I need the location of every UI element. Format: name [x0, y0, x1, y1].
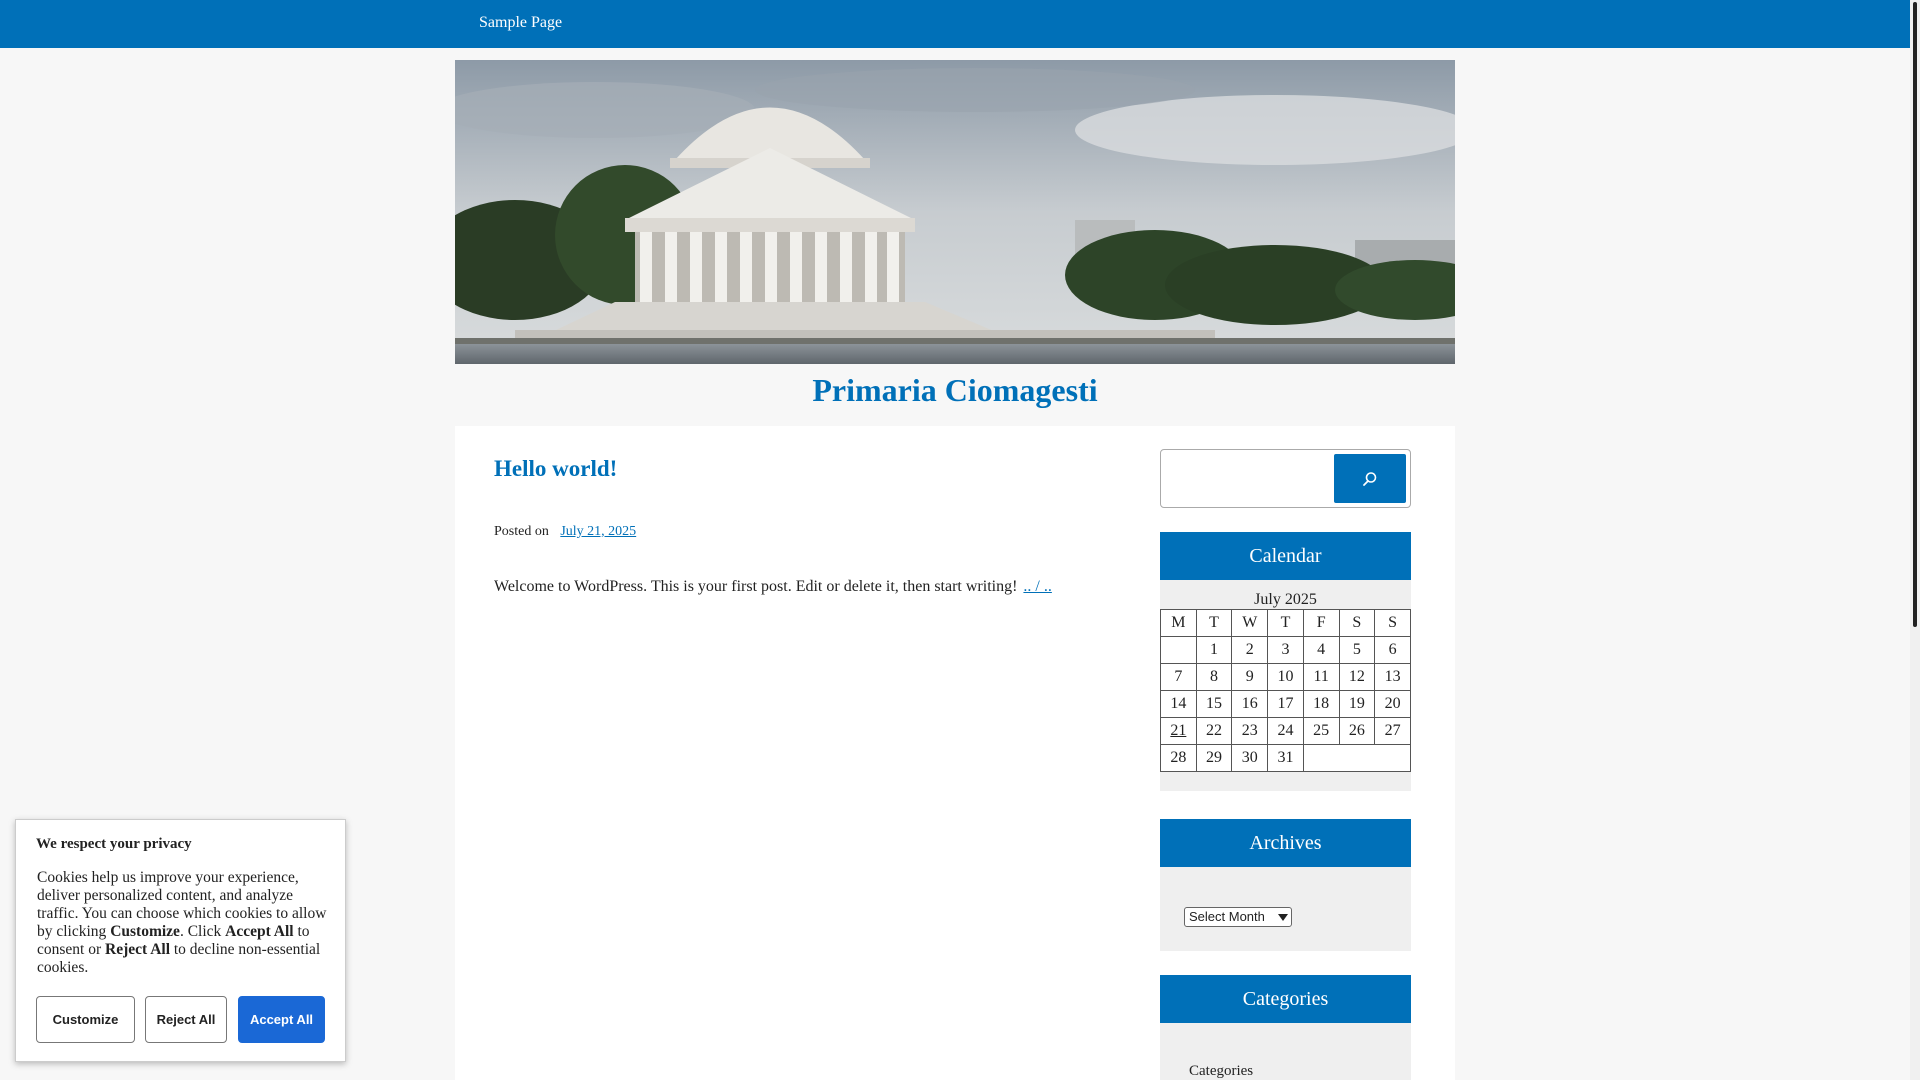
calendar-week-row — [1161, 664, 1411, 691]
calendar-weekday-row — [1161, 610, 1411, 637]
post-date-link[interactable]: July 21, 2025 — [560, 524, 637, 539]
calendar-week-row — [1161, 637, 1411, 664]
cookie-text — [37, 869, 333, 977]
calendar-day: 6 — [1375, 637, 1411, 664]
calendar-widget — [1160, 532, 1411, 791]
cookie-text-part: to consent or — [37, 923, 310, 958]
calendar-day: 5 — [1339, 637, 1375, 664]
calendar-day: 24 — [1268, 718, 1304, 745]
weekday-header: T — [1196, 610, 1232, 637]
calendar-day: 7 — [1161, 664, 1197, 691]
calendar-day: 4 — [1303, 637, 1339, 664]
calendar-widget-title: Calendar — [1160, 532, 1411, 580]
cookie-text-bold: Accept All — [225, 923, 294, 940]
search-button[interactable] — [1334, 454, 1406, 503]
archives-widget — [1160, 819, 1411, 951]
cookie-heading: We respect your privacy — [36, 836, 192, 852]
calendar-day: 17 — [1268, 691, 1304, 718]
calendar-day: 15 — [1196, 691, 1232, 718]
calendar-day: 18 — [1303, 691, 1339, 718]
weekday-header: S — [1339, 610, 1375, 637]
calendar-caption: July 2025 — [1254, 591, 1317, 608]
calendar-day: 27 — [1375, 718, 1411, 745]
calendar-day: 19 — [1339, 691, 1375, 718]
cookie-text-part: . Click — [179, 923, 226, 940]
search-icon — [1362, 471, 1378, 487]
post-excerpt-text: Welcome to WordPress. This is your first post. Edit or delete it, then start writing! — [494, 578, 1018, 595]
scrollbar-thumb[interactable] — [1913, 2, 1917, 627]
calendar-day: 25 — [1303, 718, 1339, 745]
calendar-day-link[interactable]: 21 — [1161, 718, 1197, 745]
page-scrollbar[interactable] — [1910, 0, 1920, 1080]
weekday-header: W — [1232, 610, 1268, 637]
posted-on-label: Posted on — [494, 524, 549, 539]
calendar-week-row — [1161, 745, 1411, 772]
calendar-day: 31 — [1268, 745, 1304, 772]
weekday-header: T — [1268, 610, 1304, 637]
post-meta — [494, 524, 636, 540]
calendar-day: 10 — [1268, 664, 1304, 691]
cookie-text-bold: Reject All — [105, 941, 170, 958]
categories-widget — [1160, 975, 1411, 1080]
archives-month-select[interactable] — [1184, 907, 1292, 927]
calendar-day: 12 — [1339, 664, 1375, 691]
calendar-week-row — [1161, 691, 1411, 718]
top-nav-bar — [0, 0, 1910, 48]
reject-all-button[interactable]: Reject All — [145, 996, 227, 1043]
calendar-day: 9 — [1232, 664, 1268, 691]
weekday-header: F — [1303, 610, 1339, 637]
calendar-day: 1 — [1196, 637, 1232, 664]
weekday-header: S — [1375, 610, 1411, 637]
cookie-text-part: to decline non-essential cookies. — [37, 941, 321, 976]
cookie-text-bold: Customize — [110, 923, 180, 940]
monument-photo — [455, 60, 1455, 364]
calendar-day: 8 — [1196, 664, 1232, 691]
read-more-link[interactable]: .. / .. — [1023, 578, 1052, 595]
calendar-day: 29 — [1196, 745, 1232, 772]
calendar-day: 16 — [1232, 691, 1268, 718]
header-image — [455, 60, 1455, 364]
calendar-day: 11 — [1303, 664, 1339, 691]
nav-item-sample-page[interactable]: Sample Page — [479, 14, 563, 31]
customize-button[interactable]: Customize — [36, 996, 135, 1043]
calendar-day: 28 — [1161, 745, 1197, 772]
weekday-header: M — [1161, 610, 1197, 637]
calendar-day: 3 — [1268, 637, 1304, 664]
categories-widget-title: Categories — [1160, 975, 1411, 1023]
calendar-day: 2 — [1232, 637, 1268, 664]
calendar-day — [1161, 637, 1197, 664]
chevron-down-icon — [1278, 914, 1288, 921]
calendar-day: 14 — [1161, 691, 1197, 718]
site-title[interactable]: Primaria Ciomagesti — [812, 372, 1098, 408]
post-excerpt — [494, 578, 1052, 596]
search-form — [1160, 449, 1411, 508]
cookie-text-part: Cookies help us improve your experience, deliver personalized content, and analyze traffic. You can choose which cookies to allow by clicking — [37, 869, 327, 940]
calendar-table — [1160, 609, 1411, 772]
calendar-day-empty — [1303, 745, 1410, 772]
accept-all-button[interactable]: Accept All — [238, 996, 325, 1043]
calendar-day: 20 — [1375, 691, 1411, 718]
search-input[interactable] — [1167, 456, 1327, 501]
cookie-consent-banner — [15, 819, 346, 1062]
categories-label: Categories — [1189, 1063, 1254, 1079]
calendar-day: 13 — [1375, 664, 1411, 691]
calendar-day: 22 — [1196, 718, 1232, 745]
calendar-day: 26 — [1339, 718, 1375, 745]
archives-widget-title: Archives — [1160, 819, 1411, 867]
calendar-day: 23 — [1232, 718, 1268, 745]
calendar-day: 30 — [1232, 745, 1268, 772]
post-title[interactable]: Hello world! — [494, 456, 618, 481]
archives-select-value: Select Month — [1189, 909, 1265, 924]
calendar-week-row — [1161, 718, 1411, 745]
